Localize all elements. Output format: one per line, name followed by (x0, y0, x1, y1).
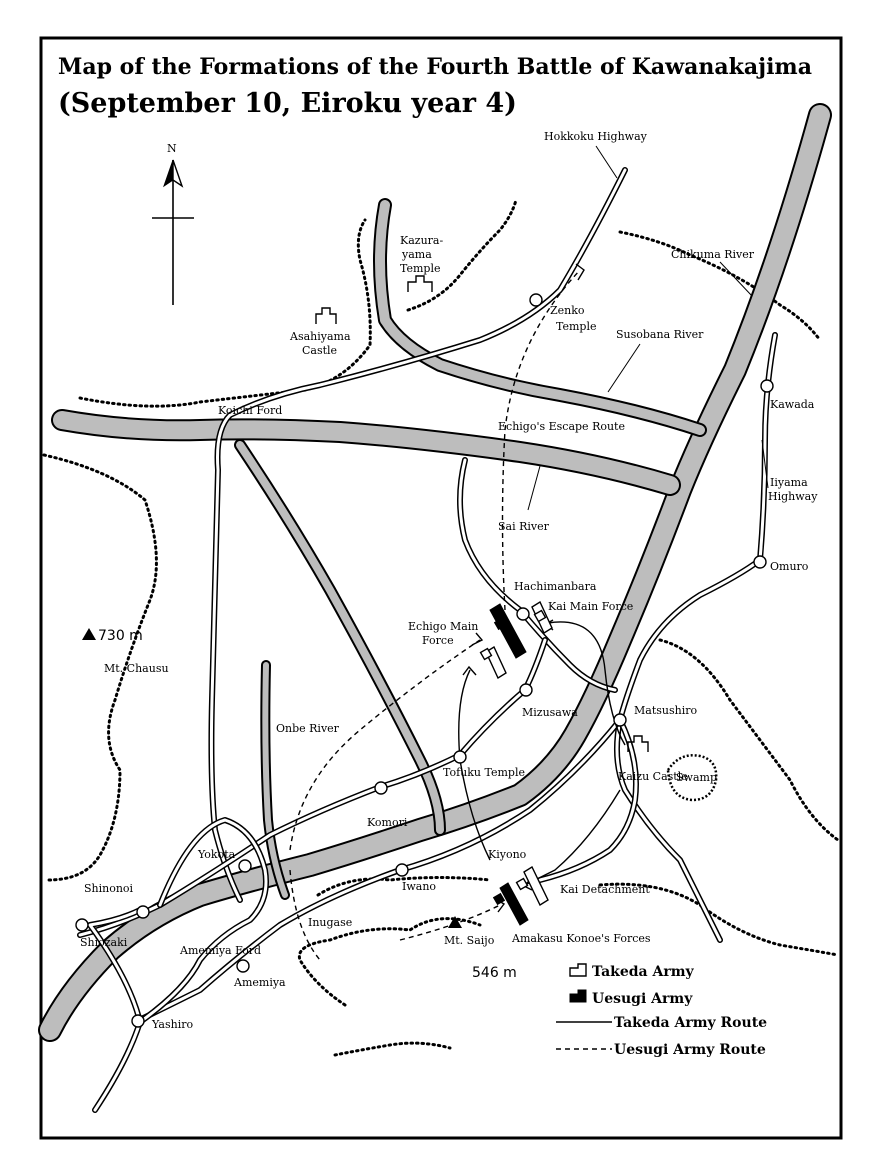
label-amakasu-forces: Amakasu Konoe's Forces (512, 932, 651, 945)
svg-text:Takeda Army: Takeda Army (592, 964, 694, 980)
label-mt-saijo: Mt. Saijo (444, 934, 495, 947)
temple-icon (408, 276, 432, 292)
town-yokota (239, 860, 251, 872)
legend-takeda-army (570, 964, 695, 980)
label-shinonoi: Shinonoi (84, 882, 134, 895)
legend-uesugi-army (570, 990, 693, 1007)
label-susobana-river: Susobana River (616, 328, 704, 341)
label-kai-main-force: Kai Main Force (548, 600, 634, 613)
legend (556, 964, 767, 1058)
map-frame (41, 38, 841, 1138)
town-zenko (530, 294, 542, 306)
amakasu-flag (494, 883, 528, 925)
label-kiyono: Kiyono (488, 848, 527, 861)
label-yashiro: Yashiro (152, 1018, 194, 1031)
label-chikuma-river: Chikuma River (671, 248, 755, 261)
town-hachimanbara (517, 608, 529, 620)
town-kawada (761, 380, 773, 392)
label-tofuku-temple: Tofuku Temple (443, 766, 526, 779)
label-kazurayama-2: yama (402, 248, 432, 261)
label-amemiya-ford: Amemiya Ford (180, 944, 262, 957)
label-hachimanbara: Hachimanbara (514, 580, 597, 593)
label-mizusawa: Mizusawa (522, 706, 578, 719)
label-asahiyama-1: Asahiyama (290, 330, 351, 343)
label-kazurayama-3: Temple (400, 262, 441, 275)
town-komori (375, 782, 387, 794)
peak-chausu-icon (82, 628, 96, 640)
peak-saijo-icon (448, 916, 462, 928)
label-onbe-river: Onbe River (276, 722, 339, 735)
town-shinonoi (137, 906, 149, 918)
svg-text:Takeda Army Route: Takeda Army Route (614, 1015, 768, 1031)
label-hokkoku-highway: Hokkoku Highway (544, 130, 647, 143)
legend-uesugi-route (556, 1042, 766, 1058)
label-echigo-main-1: Echigo Main (408, 620, 479, 633)
town-yashiro (132, 1015, 144, 1027)
label-zenko-2: Temple (556, 320, 597, 333)
label-omuro: Omuro (770, 560, 809, 573)
town-shiozaki (76, 919, 88, 931)
label-echigo-main-2: Force (422, 634, 454, 647)
label-shiozaki: Shiozaki (80, 936, 128, 949)
label-elevation-saijo: 546 m (472, 965, 517, 981)
kai-detachment-flag (517, 867, 548, 905)
label-escape-route: Echigo's Escape Route (498, 420, 625, 433)
label-iiyama-2: Highway (768, 490, 818, 503)
label-amemiya: Amemiya (234, 976, 286, 989)
town-matsushiro (614, 714, 626, 726)
town-iwano (396, 864, 408, 876)
north-arrow-icon (152, 142, 194, 305)
map-title: Map of the Formations of the Fourth Battle of Kawanakajima (58, 54, 812, 80)
label-kai-detachment: Kai Detachment (560, 883, 650, 896)
north-label: N (167, 142, 177, 155)
label-inugase: Inugase (308, 916, 353, 929)
label-sai-river: Sai River (498, 520, 549, 533)
svg-text:Uesugi Army Route: Uesugi Army Route (614, 1042, 766, 1058)
castle-icon (316, 308, 336, 324)
label-koichi-ford: Koichi Ford (218, 404, 283, 417)
label-yokota: Yokota (198, 848, 236, 861)
label-iiyama-1: Iiyama (770, 476, 808, 489)
label-kawada: Kawada (770, 398, 815, 411)
town-mizusawa (520, 684, 532, 696)
label-komori: Komori (367, 816, 408, 829)
label-iwano: Iwano (402, 880, 437, 893)
map-subtitle: (September 10, Eiroku year 4) (58, 88, 517, 119)
echigo-small-flag (481, 647, 506, 678)
label-zenko-1: Zenko (550, 304, 585, 317)
label-asahiyama-2: Castle (302, 344, 338, 357)
legend-takeda-route (556, 1015, 767, 1031)
label-kazurayama-1: Kazura- (400, 234, 444, 247)
town-amemiya (237, 960, 249, 972)
label-mt-chausu: Mt. Chausu (104, 662, 169, 675)
label-matsushiro: Matsushiro (634, 704, 698, 717)
town-tofuku (454, 751, 466, 763)
label-elevation-chausu: 730 m (98, 628, 143, 644)
label-swamp: Swamp (676, 771, 717, 784)
town-omuro (754, 556, 766, 568)
label-kaizu-castle: Kaizu Castle (618, 770, 688, 783)
svg-text:Uesugi Army: Uesugi Army (592, 991, 693, 1007)
